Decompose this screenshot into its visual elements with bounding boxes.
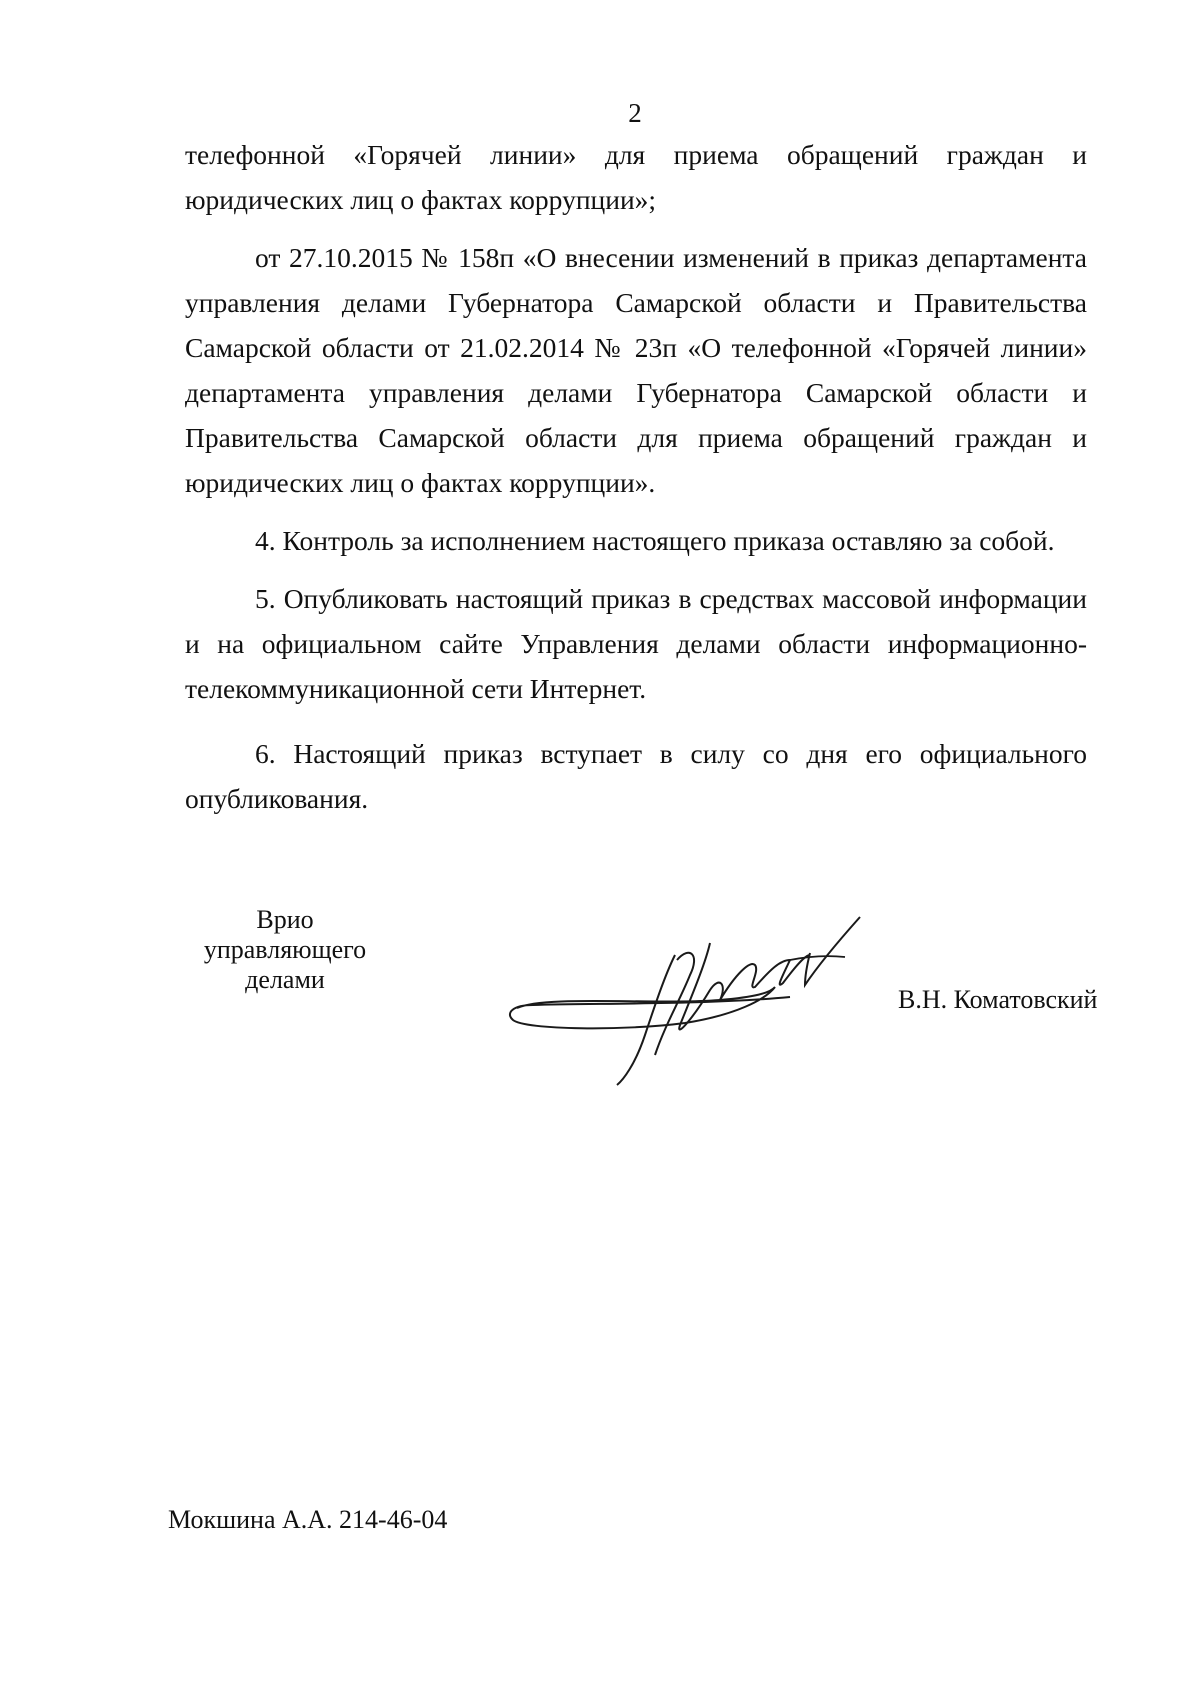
document-body — [185, 132, 1087, 821]
paragraph-item-5: 5. Опубликовать настоящий приказ в средствах массовой информации и на официальном сайте Управления делами области информационно-телекоммуникационной сети Интернет. — [185, 583, 1087, 704]
executor-contact: Мокшина А.А. 214-46-04 — [168, 1505, 448, 1534]
handwritten-signature — [505, 905, 900, 1095]
position-line-3: делами — [245, 965, 325, 994]
paragraph-hotline-continuation: телефонной «Горячей линии» для приема обращений граждан и юридических лиц о фактах коррупции»; — [185, 139, 1087, 215]
signer-name: В.Н. Коматовский — [898, 985, 1098, 1014]
paragraph-order-158p: от 27.10.2015 № 158п «О внесении изменений в приказ департамента управления делами Губернатора Самарской области и Правительства Самарской области от 21.02.2014 № 23п «О телефонной «Горячей линии» департамента управления делами Губернатора Самарской области и Правительства Самарской области для приема обращений граждан и юридических лиц о фактах коррупции». — [185, 242, 1087, 498]
position-line-1: Врио — [256, 905, 314, 934]
signer-position — [180, 905, 390, 995]
position-line-2: управляющего — [203, 935, 367, 964]
page-number: 2 — [628, 98, 642, 128]
paragraph-item-4: 4. Контроль за исполнением настоящего приказа оставляю за собой. — [255, 525, 1055, 556]
paragraph-item-6: 6. Настоящий приказ вступает в силу со дня его официального опубликования. — [185, 738, 1087, 814]
